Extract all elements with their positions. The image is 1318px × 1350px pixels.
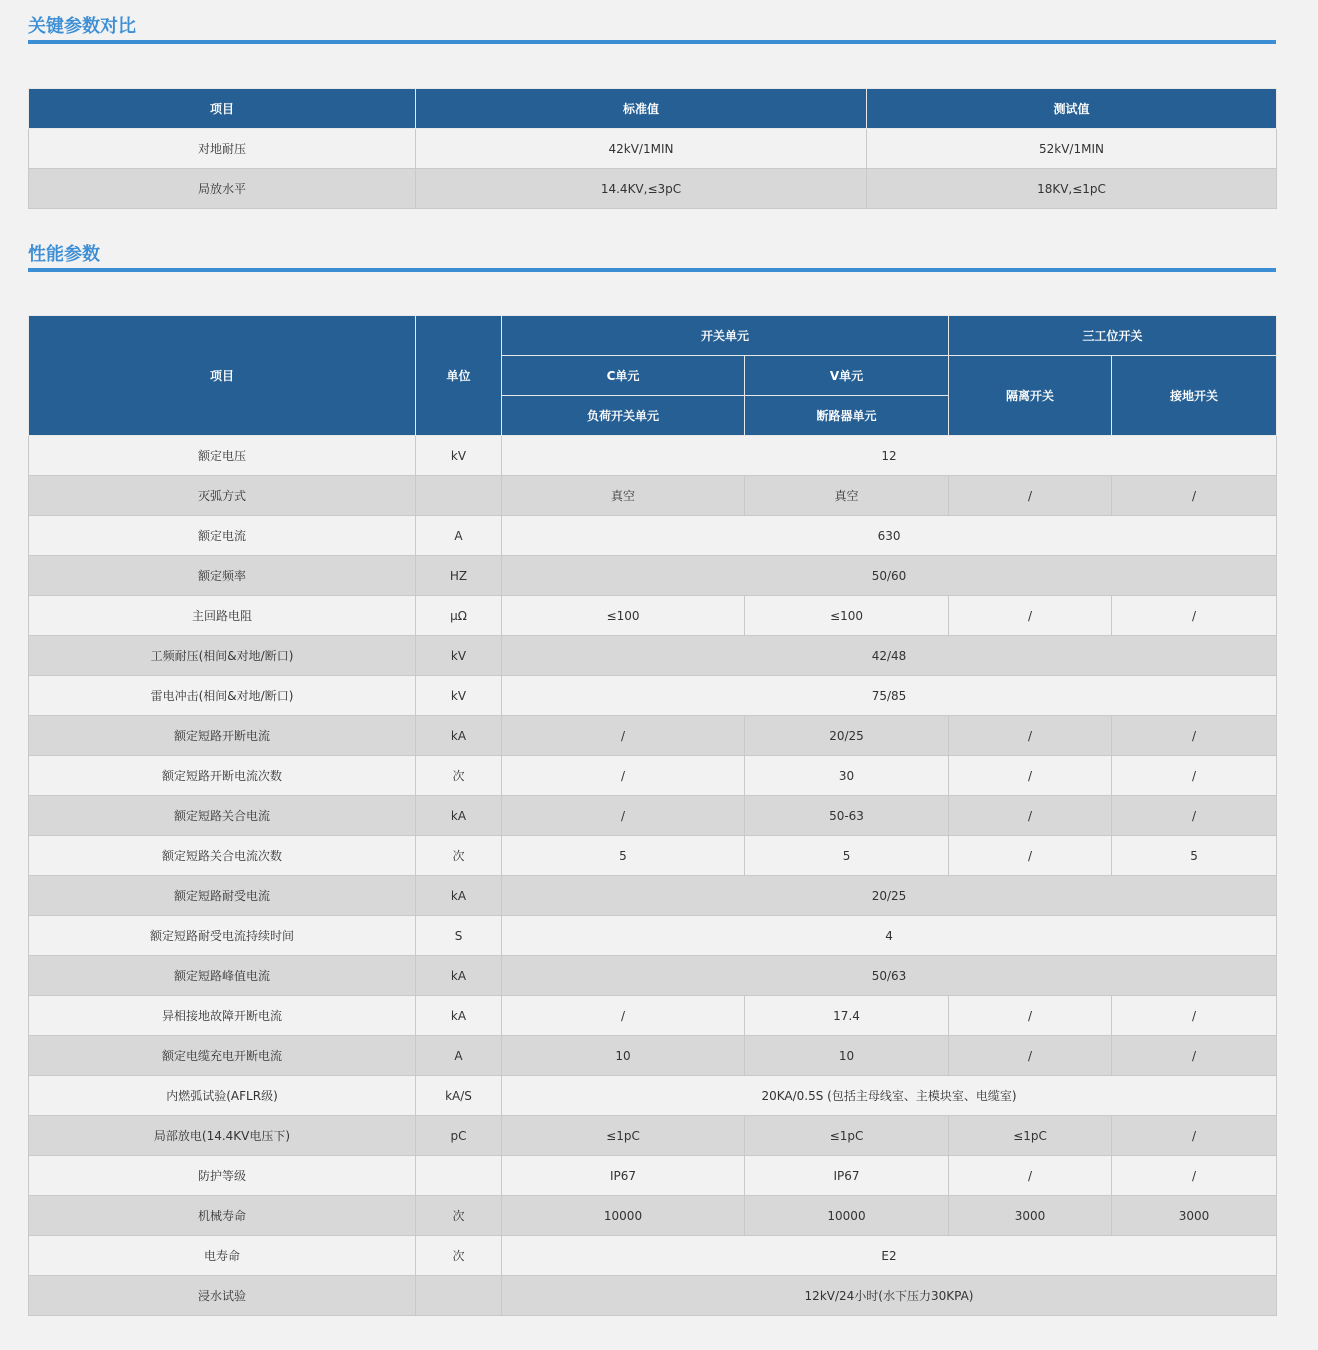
header-load-switch-unit: 负荷开关单元 [502,396,745,436]
cell-unit: μΩ [416,596,502,636]
table-row [29,1196,1277,1236]
cell-item: 额定短路耐受电流 [29,876,416,916]
cell-item: 额定电缆充电开断电流 [29,1036,416,1076]
table-row [29,956,1277,996]
cell-value-span: 50/63 [502,956,1277,996]
table-row [29,836,1277,876]
cell-item: 异相接地故障开断电流 [29,996,416,1036]
cell-v-unit: 10 [745,1036,949,1076]
cell-earthing: / [1112,476,1277,516]
cell-unit [416,476,502,516]
cell-unit: A [416,1036,502,1076]
section-title-key-params: 关键参数对比 [28,0,1276,44]
cell-item: 局部放电(14.4KV电压下) [29,1116,416,1156]
cell-c-unit: / [502,996,745,1036]
cell-standard: 42kV/1MIN [416,129,867,169]
table-row [29,756,1277,796]
table-row [29,436,1277,476]
cell-item: 额定短路关合电流次数 [29,836,416,876]
table-row [29,716,1277,756]
header-isolating-switch: 隔离开关 [949,356,1112,436]
cell-v-unit: 10000 [745,1196,949,1236]
table-row [29,169,1277,209]
cell-test: 52kV/1MIN [867,129,1277,169]
performance-params-table [28,315,1277,1316]
cell-unit: kA/S [416,1076,502,1116]
cell-c-unit: ≤100 [502,596,745,636]
cell-unit: A [416,516,502,556]
header-item: 项目 [29,316,416,436]
key-params-table [28,88,1277,209]
cell-value-span: 20KA/0.5S (包括主母线室、主模块室、电缆室) [502,1076,1277,1116]
table-row [29,676,1277,716]
table-row [29,1076,1277,1116]
table-row [29,1156,1277,1196]
cell-item: 额定短路开断电流 [29,716,416,756]
cell-item: 对地耐压 [29,129,416,169]
cell-v-unit: IP67 [745,1156,949,1196]
cell-unit: HZ [416,556,502,596]
cell-unit: kV [416,676,502,716]
header-switch-unit: 开关单元 [502,316,949,356]
cell-unit: 次 [416,1236,502,1276]
header-unit: 单位 [416,316,502,436]
cell-unit: kA [416,796,502,836]
cell-unit: kA [416,956,502,996]
cell-unit: 次 [416,756,502,796]
cell-isolating: / [949,756,1112,796]
table-row [29,129,1277,169]
cell-v-unit: 17.4 [745,996,949,1036]
cell-isolating: / [949,996,1112,1036]
cell-item: 灭弧方式 [29,476,416,516]
cell-isolating: / [949,1156,1112,1196]
cell-value-span: 42/48 [502,636,1277,676]
header-c-unit: C单元 [502,356,745,396]
header-earthing-switch: 接地开关 [1112,356,1277,436]
cell-unit: 次 [416,1196,502,1236]
cell-value-span: 630 [502,516,1277,556]
table-row [29,1236,1277,1276]
cell-earthing: / [1112,996,1277,1036]
cell-isolating: / [949,836,1112,876]
table-row [29,996,1277,1036]
cell-unit [416,1276,502,1316]
cell-value-span: 4 [502,916,1277,956]
cell-value-span: 12 [502,436,1277,476]
cell-v-unit: 20/25 [745,716,949,756]
table-row [29,1276,1277,1316]
cell-item: 额定电流 [29,516,416,556]
cell-c-unit: 5 [502,836,745,876]
cell-unit: kV [416,436,502,476]
cell-v-unit: 真空 [745,476,949,516]
header-three-position-switch: 三工位开关 [949,316,1277,356]
cell-isolating: 3000 [949,1196,1112,1236]
cell-item: 额定短路耐受电流持续时间 [29,916,416,956]
cell-isolating: / [949,716,1112,756]
cell-item: 浸水试验 [29,1276,416,1316]
cell-c-unit: 10000 [502,1196,745,1236]
cell-unit: kA [416,716,502,756]
cell-item: 额定频率 [29,556,416,596]
cell-isolating: ≤1pC [949,1116,1112,1156]
cell-item: 主回路电阻 [29,596,416,636]
cell-item: 工频耐压(相间&对地/断口) [29,636,416,676]
cell-isolating: / [949,796,1112,836]
cell-isolating: / [949,476,1112,516]
cell-earthing: 3000 [1112,1196,1277,1236]
cell-c-unit: / [502,796,745,836]
cell-unit: kV [416,636,502,676]
cell-item: 电寿命 [29,1236,416,1276]
table-row [29,796,1277,836]
cell-item: 额定电压 [29,436,416,476]
cell-value-span: 50/60 [502,556,1277,596]
cell-unit: pC [416,1116,502,1156]
cell-v-unit: ≤1pC [745,1116,949,1156]
header-test-value: 测试值 [867,89,1277,129]
cell-standard: 14.4KV,≤3pC [416,169,867,209]
cell-test: 18KV,≤1pC [867,169,1277,209]
cell-item: 雷电冲击(相间&对地/断口) [29,676,416,716]
cell-unit: S [416,916,502,956]
table-row [29,596,1277,636]
cell-earthing: / [1112,716,1277,756]
cell-isolating: / [949,596,1112,636]
table-row [29,516,1277,556]
cell-unit: 次 [416,836,502,876]
cell-item: 机械寿命 [29,1196,416,1236]
cell-earthing: 5 [1112,836,1277,876]
cell-c-unit: / [502,756,745,796]
cell-item: 内燃弧试验(AFLR级) [29,1076,416,1116]
section-title-performance: 性能参数 [28,228,1276,272]
cell-unit: kA [416,876,502,916]
cell-isolating: / [949,1036,1112,1076]
cell-earthing: / [1112,596,1277,636]
cell-item: 额定短路开断电流次数 [29,756,416,796]
cell-c-unit: ≤1pC [502,1116,745,1156]
header-breaker-unit: 断路器单元 [745,396,949,436]
performance-table-body [29,436,1277,1316]
header-standard-value: 标准值 [416,89,867,129]
table-row [29,636,1277,676]
cell-c-unit: 10 [502,1036,745,1076]
cell-earthing: / [1112,1036,1277,1076]
cell-value-span: E2 [502,1236,1277,1276]
cell-earthing: / [1112,796,1277,836]
cell-v-unit: ≤100 [745,596,949,636]
cell-item: 额定短路关合电流 [29,796,416,836]
cell-earthing: / [1112,756,1277,796]
header-v-unit: V单元 [745,356,949,396]
table-row [29,1116,1277,1156]
cell-v-unit: 50-63 [745,796,949,836]
table-row [29,876,1277,916]
header-item: 项目 [29,89,416,129]
table-row [29,556,1277,596]
table-header-row [29,316,1277,356]
table-row [29,916,1277,956]
cell-c-unit: 真空 [502,476,745,516]
cell-value-span: 12kV/24小时(水下压力30KPA) [502,1276,1277,1316]
table-header-row [29,89,1277,129]
cell-v-unit: 30 [745,756,949,796]
cell-unit [416,1156,502,1196]
cell-unit: kA [416,996,502,1036]
cell-c-unit: IP67 [502,1156,745,1196]
cell-c-unit: / [502,716,745,756]
cell-earthing: / [1112,1156,1277,1196]
cell-value-span: 20/25 [502,876,1277,916]
table-row [29,476,1277,516]
cell-value-span: 75/85 [502,676,1277,716]
cell-earthing: / [1112,1116,1277,1156]
cell-item: 防护等级 [29,1156,416,1196]
cell-item: 额定短路峰值电流 [29,956,416,996]
cell-v-unit: 5 [745,836,949,876]
cell-item: 局放水平 [29,169,416,209]
table-row [29,1036,1277,1076]
